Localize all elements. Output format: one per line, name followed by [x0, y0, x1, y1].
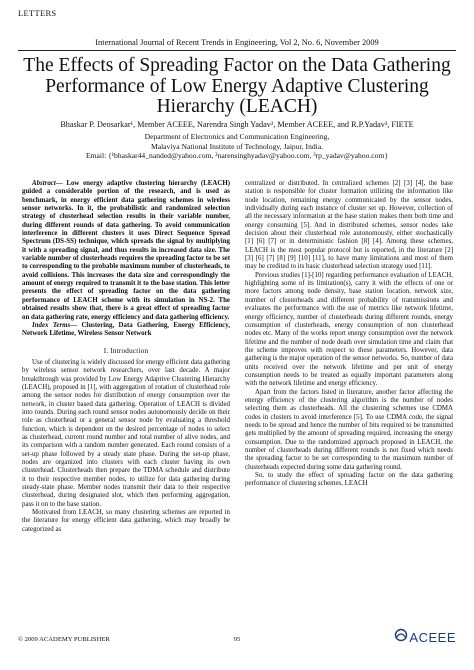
affiliation-department: Department of Electronics and Communication Engineering, — [144, 132, 330, 141]
affiliation-institute: Malaviya National Institute of Technology, Jaipur, India. — [150, 141, 324, 151]
right-paragraph-3: Apart from the factors listed in literature, another factor affecting the energy efficiency of the clustering algorithm is the number of nodes selecting them as clusterheads. All the clustering schemes use CDMA codes in clusters to avoid interference [5]. To use CDMA code, the signal needs to be spread and hence the number of bits required to be transmitted gets multiplied by the amount of spreading required, increasing the energy consumption. Due to the randomized approach proposed in LEACH, the number of clusterheads during different rounds is not fixed which needs the spreading factor to be set corresponding to the maximum number of clusterheads expected during some data gathering round. — [245, 388, 453, 471]
right-paragraph-2: Previous studies [1]-[10] regarding performance evaluation of LEACH, highlighting some of its limitation(s), carry it with the effects of one or more factors among node density, base station location, network size, number of clusterheads and different probability of transmissions and evaluates the performance with the use of metrics like network lifetime, energy efficiency, number of clusterheads during different rounds, energy consumption of clusterheads, energy consumption of non clusterhead nodes etc. Many of the works report energy consumption over the network lifetime and the number of node death over simulation time and claim that the scheme improves with respect to these parameters. However, data gathering is the major operation of the sensor networks. So, number of data units received over the network lifetime and per unit of energy consumption needs to be treated as equally important parameters along with the network lifetime and energy efficiency. — [245, 271, 453, 388]
publisher-copyright: © 2009 ACADEMY PUBLISHER — [18, 636, 110, 643]
abstract-lead: Abstract — [32, 180, 56, 187]
paper-authors: Bhaskar P. Deosarkar¹, Member ACEEE, Narendra Singh Yadav², Member ACEEE, and R.P.Yadav³, FIETE — [60, 120, 414, 129]
paper-title: The Effects of Spreading Factor on the Data Gathering Performance of Low Energy Adaptive Clustering Hierarchy (LEACH) — [23, 55, 451, 117]
index-terms-lead: Index Terms — [32, 321, 71, 329]
page-number: 95 — [233, 636, 241, 643]
affiliation-emails: Email: {¹bhaskar44_nanded@yahoo.com, ²narensinghyadav@yahoo.com, ³rp_yadav@yahoo.com} — [85, 151, 389, 160]
aceee-logo-icon — [394, 628, 408, 642]
header-divider — [18, 50, 456, 51]
journal-header: International Journal of Recent Trends in Engineering, Vol 2, No. 6, November 2009 — [95, 38, 379, 47]
aceee-logo-text: ACEEE — [409, 630, 456, 645]
index-terms-text: — Clustering, Data Gathering, Energy Efficiency, Network Lifetime, Wireless Sensor Network — [22, 321, 230, 338]
section-heading-introduction: I. Introduction — [103, 346, 149, 355]
letters-label: LETTERS — [18, 8, 57, 18]
abstract — [22, 180, 230, 322]
intro-paragraph-1: Use of clustering is widely discussed for energy efficient data gathering by wireless sensor network researchers, over last decade. A major breakthrough was provided by Low Energy Adaptive Clustering Hierarchy (LEACH), proposed in [1], with aggregation of rotation of clusterhead role among the sensor nodes for distribution of energy consumption over the network, in cluster based data gathering. Operation of LEACH is divided into rounds. During each round sensor nodes autonomously decide on their role as clusterhead or a general sensor node by evaluating a threshold function, which is dependent on the desired percentage of nodes to select as clusterhead, current round number and total number of alive nodes, and its comparison with a random number generated. Each round consists of a set-up phase followed by a steady state phase. During the set-up phase, nodes are organized into clusters with each cluster having its own clusterhead. Clusterheads then prepare the TDMA schedule and distribute it to their respective member nodes, to utilize for data gathering during steady-state phase. Member nodes transmit their data to their respective clusterhead, during designated slot, which then performing aggregation, pass it on to the base station. — [22, 358, 230, 508]
index-terms — [22, 322, 230, 339]
intro-paragraph-2: Motivated from LEACH, so many clustering schemes are reported in the literature for energy efficient data gathering, which may broadly be categorized as — [22, 509, 230, 533]
right-column — [245, 180, 453, 489]
right-paragraph-1: centralized or distributed. In centralized schemes [2] [3] [4], the base station is responsible for cluster formation utilizing the information like node location, remaining energy communicated by the sensor nodes, individually during each instance of cluster set up. However, collection of all the necessary information at the base station makes them both time and energy consuming [5]. And in distributed schemes, sensor nodes take decision about their clusterhead role autonomously, either stochastically [1] [6] [7] or in deterministic fashion [8] [4]. Among these schemes, LEACH is the most popular protocol but is reported, in the literature [2] [3] [6] [7] [8] [9] [10] [11], to have many limitations and most of them may be credited to its basic clusterhead selection strategy used [11]. — [245, 180, 453, 271]
abstract-text: — Low energy adaptive clustering hierarchy (LEACH) guided a considerable portion of the research, and is used as benchmark, in energy efficient data gathering schemes in wireless sensor networks. In it, the probabilistic and randomized selection strategy of clusterhead selection results in their variable number, during different rounds of data gathering. To avoid communication interference in different clusters it uses Direct Sequence Spread Spectrum (DS-SS) technique, which spreads the signal by multiplying it with a spreading signal, and thus results in increased data size. The variable number of clusterheads requires the spreading factor to be set to corresponding to the probable maximum number of clusterheads, to avoid collisions. This increases the data size and correspondingly the amount of energy required to transmit it to the base station. This letter presents the effect of spreading factor on the data gathering performance of LEACH scheme with its simulation in NS-2. The obtained results show that, there is a great effect of spreading factor on data gathering rate, energy efficiency and data gathering efficiency. — [22, 180, 230, 321]
left-column — [22, 180, 230, 534]
affiliation-block — [0, 132, 474, 161]
right-paragraph-4: So, to study the effect of spreading factor on the data gathering performance of clustering schemes, LEACH — [245, 472, 453, 488]
